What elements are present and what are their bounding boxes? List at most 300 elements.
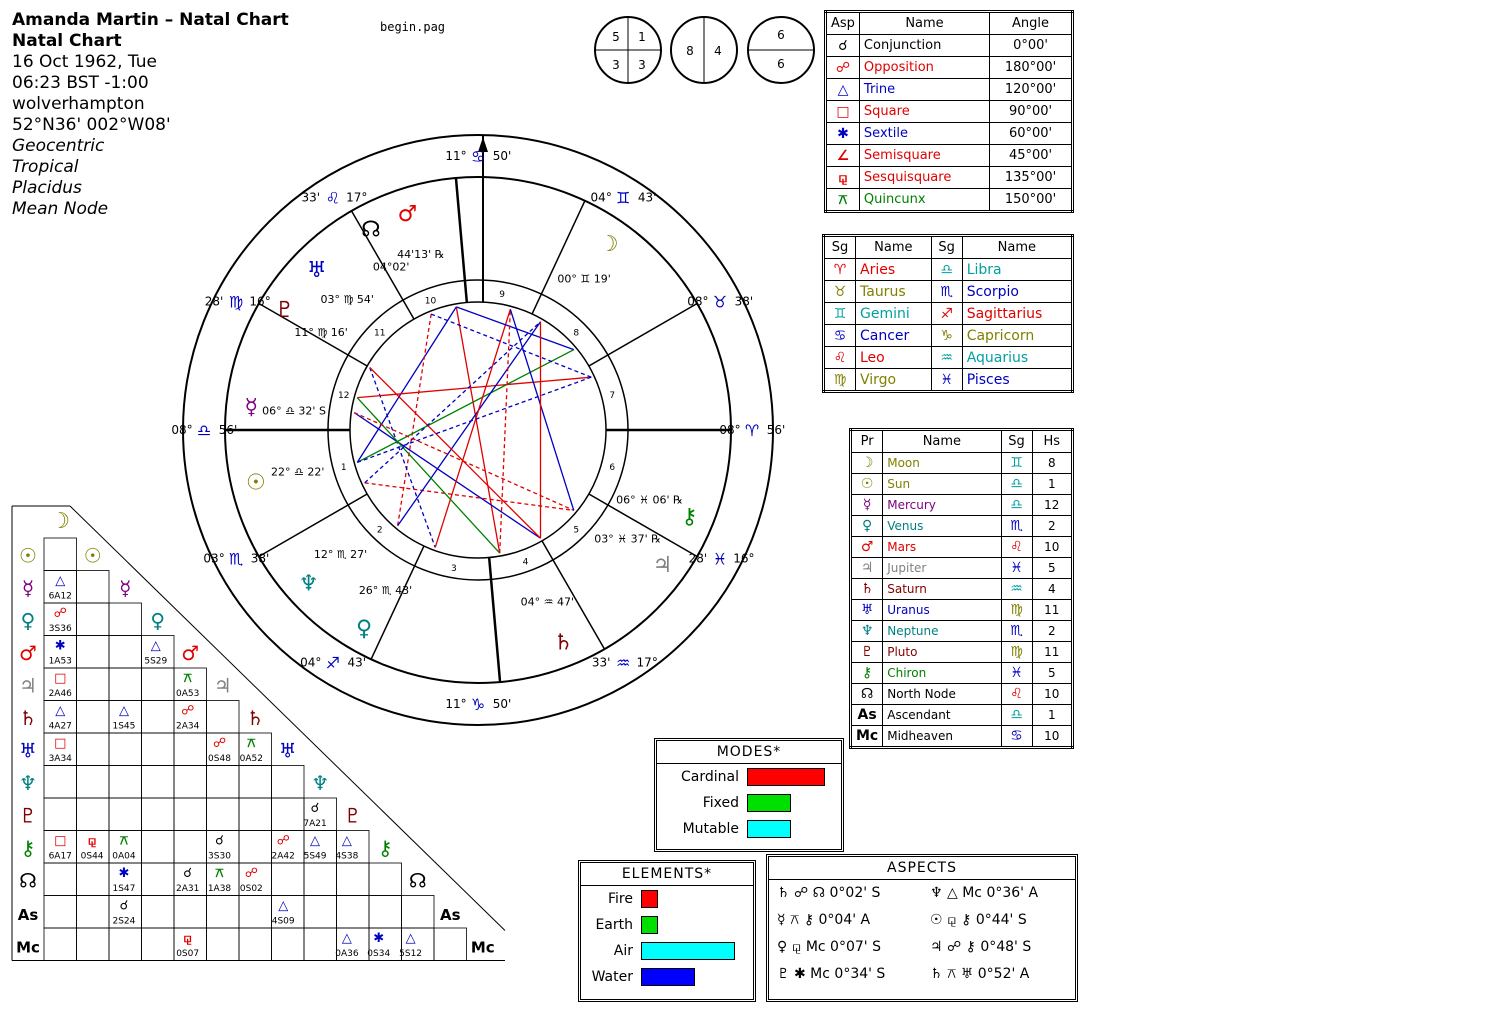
planet-glyph-icon: ♅ [851, 600, 883, 621]
grid-aspect-glyph-icon: ⚻ [215, 866, 224, 881]
sign-glyph-icon: ♉ [824, 281, 856, 303]
aspect-legend-header-angle: Angle [990, 12, 1073, 35]
grid-cell [44, 766, 77, 799]
planet-sign-icon: ♎ [1001, 495, 1032, 516]
cusp-sign-icon: ♉ [712, 292, 728, 312]
grid-row-glyph-icon: ☉ [19, 543, 37, 568]
grid-cell [239, 928, 272, 961]
elements-panel [578, 860, 756, 1002]
modes-row [657, 816, 841, 842]
aspect-legend-header-asp: Asp [826, 12, 860, 35]
grid-aspect-orb: 0A53 [175, 689, 200, 699]
cusp-label [205, 292, 271, 311]
file-name: begin.pag [380, 20, 446, 34]
cusp-sign-icon: ♍ [228, 292, 244, 312]
sign-legend-row [824, 347, 1073, 369]
birth-time: 06:23 BST -1:00 [12, 73, 149, 93]
planet-name: Venus [883, 516, 1001, 537]
grid-aspect-orb: 0S34 [367, 949, 391, 959]
badge-3-bottom: 6 [777, 57, 785, 71]
planet-house: 11 [1032, 600, 1072, 621]
cusp-degree: 08° [171, 423, 193, 437]
birth-coords: 52°N36' 002°W08' [12, 115, 171, 135]
grid-aspect-cell [81, 834, 104, 862]
sign-glyph-icon: ♍ [824, 369, 856, 392]
grid-diag-glyph-icon: ♅ [278, 738, 297, 763]
planet-legend-row [851, 474, 1073, 495]
planet-glyph-icon: ☊ [851, 684, 883, 705]
planet-position: 06° ♎ 32' S [262, 404, 326, 418]
planet-legend-row [851, 600, 1073, 621]
grid-row-glyph-icon: ♇ [19, 803, 37, 828]
aspect-legend-row [826, 189, 1073, 212]
planet-legend-row [851, 537, 1073, 558]
cusp-sign-icon: ♎ [196, 421, 212, 440]
grid-aspect-cell [272, 834, 295, 862]
grid-cell [337, 863, 370, 896]
sign-glyph-icon: ♒ [931, 347, 962, 369]
aspect-legend-row [826, 167, 1073, 189]
grid-cell [304, 863, 337, 896]
grid-aspect-glyph-icon: ☍ [212, 736, 227, 751]
house-number: 1 [340, 462, 347, 473]
grid-aspect-orb: 2A42 [271, 851, 295, 862]
modes-rows [657, 764, 841, 842]
grid-diag-glyph-icon: Mc [470, 938, 495, 957]
planet-name: Mars [883, 537, 1001, 558]
grid-cell [174, 896, 207, 929]
grid-cell [77, 863, 110, 896]
grid-cell [77, 798, 110, 831]
cusp-label [591, 189, 657, 208]
cusp-sign-icon: ♐ [325, 653, 340, 673]
grid-aspect-glyph-icon: △ [55, 573, 66, 589]
planet-marker [244, 395, 325, 420]
sign-legend-row [824, 325, 1073, 347]
sign-name: Taurus [856, 281, 932, 303]
modes-panel [654, 738, 844, 852]
planet-marker [307, 258, 374, 306]
cusp-label [445, 147, 511, 166]
grid-aspect-glyph-icon: ☌ [310, 801, 320, 816]
planet-position: 26° ♏ 43' [358, 584, 413, 598]
grid-aspect-glyph-icon: ✱ [118, 866, 130, 881]
aspect-name: Square [859, 101, 989, 123]
aspect-legend-row [826, 35, 1073, 57]
grid-aspect-orb: 5S49 [303, 851, 327, 862]
badge-1-q4: 3 [638, 58, 646, 72]
grid-cell [77, 733, 110, 766]
planet-name: Uranus [883, 600, 1001, 621]
planet-marker [521, 596, 574, 656]
cusp-minute: 38' [250, 551, 270, 566]
aspect-glyph-icon: △ [826, 79, 860, 101]
grid-cell [174, 733, 207, 766]
badge-2-left: 8 [686, 44, 694, 58]
planet-sign-icon: ♎ [1001, 474, 1032, 495]
modes-bar [747, 768, 825, 786]
grid-cell [369, 863, 402, 896]
grid-cell [44, 798, 77, 831]
planet-house: 8 [1032, 453, 1072, 474]
grid-cell [369, 896, 402, 929]
planet-legend-row [851, 516, 1073, 537]
planet-house: 10 [1032, 726, 1072, 748]
grid-aspect-cell [304, 834, 327, 862]
grid-cell [337, 896, 370, 929]
badge-1 [595, 17, 661, 83]
grid-aspect-cell [176, 671, 199, 699]
sign-name: Capricorn [962, 325, 1072, 347]
planet-glyph-icon: ♂ [397, 202, 418, 228]
planet-glyph-icon: ♀ [851, 516, 883, 537]
planet-legend-header-name: Name [883, 430, 1001, 453]
grid-cell [272, 766, 305, 799]
modes-bar [747, 820, 791, 838]
sign-name: Cancer [856, 325, 932, 347]
elements-bar [641, 890, 658, 908]
grid-aspect-orb: 1S47 [112, 884, 136, 894]
planet-glyph-icon: ☉ [851, 474, 883, 495]
grid-aspect-orb: 1A53 [48, 656, 72, 667]
cusp-label [302, 189, 368, 208]
aspect-angle: 90°00' [990, 101, 1073, 123]
grid-row-glyph-icon: As [17, 905, 39, 924]
grid-row-glyph-icon: ⚷ [20, 835, 36, 860]
aspect-name: Conjunction [859, 35, 989, 57]
cusp-sign-icon: ♑ [470, 695, 486, 714]
grid-cell [272, 863, 305, 896]
aspects-list [769, 880, 1075, 988]
sign-legend-header-sg1: Sg [824, 236, 856, 259]
aspect-legend-row [826, 79, 1073, 101]
elements-title: ELEMENTS* [581, 863, 753, 886]
aspect-entry: ♃ ☍ ⚷ 0°48' S [930, 939, 1032, 955]
sign-name: Pisces [962, 369, 1072, 392]
planet-name: Mercury [883, 495, 1001, 516]
cusp-sign-icon: ♓ [712, 549, 728, 569]
sign-legend-row [824, 303, 1073, 325]
grid-aspect-orb: 0S44 [80, 851, 104, 862]
aspect-line [357, 377, 591, 397]
aspect-legend [824, 10, 1074, 213]
grid-cell [239, 831, 272, 864]
grid-diag-glyph-icon: ♀ [150, 608, 166, 633]
modes-row [657, 790, 841, 816]
grid-row-glyph-icon: ♃ [19, 673, 37, 698]
elements-row [581, 912, 753, 938]
cusp-degree: 03° [203, 551, 225, 566]
grid-aspect-glyph-icon: △ [118, 703, 129, 719]
modes-bar [747, 794, 791, 812]
grid-aspect-glyph-icon: △ [405, 931, 416, 946]
aspect-grid [8, 504, 508, 970]
badge-3-top: 6 [777, 28, 785, 42]
quadrant-badges [590, 12, 820, 88]
grid-row-glyph-icon: ☿ [21, 575, 35, 600]
aspect-glyph-icon: ⚼ [826, 167, 860, 189]
aspects-title: ASPECTS [769, 857, 1075, 880]
grid-aspect-cell [367, 931, 390, 959]
elements-label: Earth [595, 917, 633, 933]
grid-cell [239, 798, 272, 831]
planet-house: 12 [1032, 495, 1072, 516]
grid-cell [77, 928, 110, 961]
planet-glyph-icon: ☽ [851, 453, 883, 474]
sign-glyph-icon: ♌ [824, 347, 856, 369]
grid-aspect-cell [399, 931, 422, 959]
planet-glyph-icon: As [851, 705, 883, 726]
sign-glyph-icon: ♏ [931, 281, 962, 303]
grid-cell [109, 603, 142, 636]
grid-aspect-orb: 3S30 [208, 851, 231, 862]
planet-marker [246, 466, 324, 496]
aspect-angle: 150°00' [990, 189, 1073, 212]
grid-aspect-glyph-icon: ✱ [373, 931, 385, 946]
grid-aspect-cell [240, 736, 263, 764]
grid-aspect-glyph-icon: ☌ [119, 898, 129, 914]
house-number: 11 [373, 328, 386, 339]
grid-aspect-orb: 2A31 [175, 884, 200, 894]
sign-glyph-icon: ♎ [931, 259, 962, 281]
aspect-name: Sextile [859, 123, 989, 145]
grid-aspect-cell [176, 704, 200, 732]
aspect-entry: ♀ ⚼ Mc 0°07' S [777, 939, 881, 955]
cusp-label [719, 421, 785, 440]
planet-glyph-icon: ⚷ [851, 663, 883, 684]
aspects-panel [766, 854, 1078, 1002]
grid-cell [142, 896, 175, 929]
planet-position: 03° ♍ 54' [320, 293, 374, 307]
grid-diag-glyph-icon: ⚷ [377, 835, 393, 860]
modes-label: Cardinal [681, 769, 739, 785]
cusp-degree: 28' [688, 551, 708, 566]
grid-aspect-orb: 6A12 [48, 591, 72, 602]
aspect-line [398, 322, 541, 526]
cusp-minute: 17° [346, 190, 368, 205]
planet-legend-row [851, 621, 1073, 642]
sign-name: Aries [856, 259, 932, 281]
grid-cell [174, 798, 207, 831]
grid-aspect-glyph-icon: □ [54, 833, 67, 849]
cusp-sign-icon: ♋ [470, 147, 486, 166]
planet-position: 04°02' [372, 260, 410, 274]
planet-house: 2 [1032, 621, 1072, 642]
aspect-legend-row [826, 145, 1073, 167]
grid-diag-glyph-icon: As [439, 905, 461, 924]
planet-legend-row [851, 684, 1073, 705]
grid-row-glyph-icon: ☊ [19, 868, 37, 893]
grid-row-glyph-icon: ♆ [19, 770, 37, 795]
aspect-entry: ♄ ⚻ ♅ 0°52' A [930, 966, 1030, 982]
grid-cell [77, 896, 110, 929]
house-number: 6 [609, 462, 616, 473]
cusp-label [689, 550, 755, 569]
grid-cell [207, 928, 240, 961]
grid-aspect-orb: 0S07 [176, 949, 200, 959]
grid-cell [142, 831, 175, 864]
badge-2-right: 4 [714, 44, 722, 58]
grid-cell [142, 798, 175, 831]
grid-cell [77, 603, 110, 636]
planet-legend-row [851, 705, 1073, 726]
planet-glyph-icon: ☊ [361, 217, 381, 243]
grid-aspect-cell [208, 866, 232, 894]
house-number: 7 [609, 391, 616, 402]
aspect-legend-row [826, 123, 1073, 145]
grid-aspect-orb: 5S12 [399, 949, 423, 959]
sign-legend-row [824, 259, 1073, 281]
grid-cell [272, 798, 305, 831]
grid-cell [174, 831, 207, 864]
grid-cell [44, 928, 77, 961]
grid-cell [109, 733, 142, 766]
grid-aspect-glyph-icon: △ [55, 703, 66, 719]
aspect-glyph-icon: ☍ [826, 57, 860, 79]
aspect-name: Semisquare [859, 145, 989, 167]
grid-aspect-orb: 4S09 [271, 916, 295, 927]
sign-name: Libra [962, 259, 1072, 281]
grid-aspect-orb: 1S45 [112, 721, 136, 732]
cusp-minute: 38' [734, 294, 754, 309]
grid-aspect-glyph-icon: ⚻ [247, 736, 256, 751]
aspect-entry: ♄ ☍ ☊ 0°02' S [777, 885, 881, 901]
planet-glyph-icon: ♀ [355, 616, 373, 642]
grid-aspect-glyph-icon: ☍ [53, 606, 67, 621]
option-node: Mean Node [12, 199, 109, 219]
badge-2 [671, 17, 737, 83]
grid-aspect-orb: 4S38 [335, 851, 359, 862]
sign-legend-header-name2: Name [962, 236, 1072, 259]
aspect-glyph-icon: ☌ [826, 35, 860, 57]
grid-diag-glyph-icon: ☊ [408, 868, 427, 893]
grid-aspect-cell [49, 606, 72, 634]
planet-legend-header-hs: Hs [1032, 430, 1072, 453]
grid-aspect-orb: 2A46 [48, 689, 72, 699]
aspect-glyph-icon: ∠ [826, 145, 860, 167]
grid-aspect-glyph-icon: ☌ [215, 833, 224, 849]
grid-aspect-orb: 0A52 [239, 754, 264, 764]
cusp-degree: 04° [590, 190, 612, 205]
planet-legend-row [851, 579, 1073, 600]
grid-aspect-glyph-icon: ⚻ [183, 671, 192, 686]
grid-aspect-cell [303, 801, 326, 829]
planet-position: 04° ♒ 47' [520, 595, 574, 609]
aspect-legend-row [826, 101, 1073, 123]
grid-aspect-orb: 7A21 [303, 819, 327, 829]
grid-diag-glyph-icon: ♇ [343, 803, 362, 828]
grid-cell [304, 928, 337, 961]
grid-diag-glyph-icon: ☿ [119, 575, 132, 600]
planet-name: Moon [883, 453, 1001, 474]
grid-aspect-cell [176, 931, 199, 959]
planet-name: Jupiter [883, 558, 1001, 579]
grid-aspect-glyph-icon: △ [341, 833, 352, 849]
aspect-glyph-icon: ⚻ [826, 189, 860, 212]
grid-aspect-orb: 0S02 [239, 884, 263, 894]
grid-aspect-cell [112, 704, 135, 732]
birth-date: 16 Oct 1962, Tue [12, 52, 157, 72]
planet-legend-row [851, 726, 1073, 748]
planet-house: 4 [1032, 579, 1072, 600]
sign-legend-header-name1: Name [856, 236, 932, 259]
aspect-name: Trine [859, 79, 989, 101]
grid-aspect-cell [49, 574, 72, 602]
planet-glyph-icon: ☿ [244, 395, 259, 421]
cusp-sign-icon: ♏ [228, 549, 244, 569]
house-number: 2 [376, 525, 383, 536]
grid-aspect-cell [49, 639, 72, 667]
cusp-degree: 11° [445, 697, 467, 711]
grid-aspect-orb: 4A27 [48, 721, 72, 732]
planet-house: 1 [1032, 705, 1072, 726]
planet-name: North Node [883, 684, 1001, 705]
grid-diag-glyph-icon: ♂ [181, 640, 200, 665]
grid-aspect-cell [49, 671, 73, 699]
grid-cell [109, 798, 142, 831]
badge-1-q1: 5 [612, 30, 620, 44]
aspect-name: Opposition [859, 57, 989, 79]
grid-aspect-glyph-icon: △ [341, 931, 352, 946]
grid-aspect-glyph-icon: ☍ [276, 833, 290, 849]
aspect-line [365, 322, 541, 483]
grid-row-glyph-icon: ♅ [19, 738, 37, 763]
cusp-minute: 50' [492, 149, 512, 163]
grid-cell [109, 928, 142, 961]
grid-aspect-glyph-icon: ☌ [183, 866, 193, 881]
grid-row-glyph-icon: ♄ [19, 705, 37, 730]
grid-cell [207, 896, 240, 929]
grid-aspect-orb: 5S29 [144, 656, 168, 667]
grid-aspect-cell [49, 704, 72, 732]
planet-legend-header-sg: Sg [1001, 430, 1032, 453]
sign-name: Sagittarius [962, 303, 1072, 325]
planet-house: 2 [1032, 516, 1072, 537]
cusp-minute: 16° [249, 294, 271, 309]
planet-house: 1 [1032, 474, 1072, 495]
aspect-line [510, 309, 573, 510]
house-number: 5 [573, 525, 580, 536]
grid-aspect-glyph-icon: □ [54, 671, 67, 686]
elements-label: Water [591, 969, 633, 985]
cusp-sign-icon: ♌ [325, 188, 340, 208]
grid-aspect-orb: 3A34 [48, 754, 72, 764]
grid-diag-glyph-icon: ♄ [246, 705, 265, 730]
planet-glyph-icon: ♃ [652, 553, 673, 579]
planet-marker [616, 493, 697, 529]
aspect-angle: 135°00' [990, 167, 1073, 189]
planet-name: Pluto [883, 642, 1001, 663]
planet-sign-icon: ♓ [1001, 558, 1032, 579]
cusp-degree: 33' [301, 190, 321, 205]
sign-glyph-icon: ♊ [824, 303, 856, 325]
grid-cell [109, 668, 142, 701]
grid-cell [142, 928, 175, 961]
grid-cell [434, 928, 467, 961]
planet-glyph-icon: ♅ [306, 257, 327, 283]
planet-marker [397, 202, 444, 261]
planet-name: Chiron [883, 663, 1001, 684]
grid-aspect-glyph-icon: △ [310, 833, 321, 849]
grid-cell [239, 896, 272, 929]
cusp-degree: 08° [687, 294, 709, 309]
planet-marker [594, 533, 672, 578]
aspect-entry: ☿ ⚻ ⚷ 0°04' A [777, 912, 871, 928]
grid-aspect-glyph-icon: △ [278, 898, 289, 914]
grid-aspect-orb: 6A17 [48, 851, 72, 862]
cusp-minute: 16° [733, 551, 755, 566]
grid-cell [207, 798, 240, 831]
